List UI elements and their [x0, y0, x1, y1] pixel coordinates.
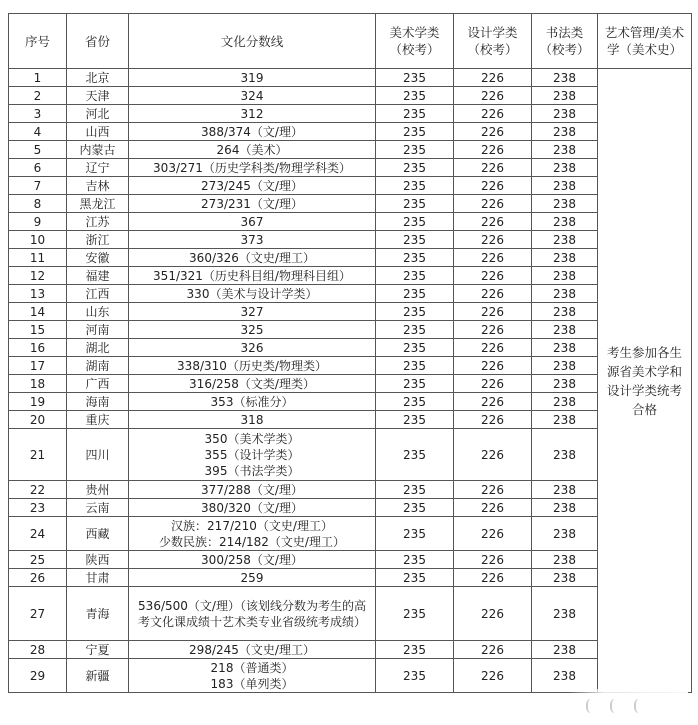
cell-calligraphy-score: 238 — [532, 213, 598, 231]
cell-no: 18 — [9, 375, 67, 393]
table-row — [9, 499, 692, 517]
cell-culture-score: 351/321（历史科目组/物理科目组） — [129, 267, 376, 285]
cell-calligraphy-score: 238 — [532, 429, 598, 481]
cell-calligraphy-score: 238 — [532, 411, 598, 429]
cell-no: 19 — [9, 393, 67, 411]
table-row — [9, 551, 692, 569]
cell-culture-score: 319 — [129, 69, 376, 87]
cell-no: 15 — [9, 321, 67, 339]
cell-province: 山东 — [67, 303, 129, 321]
cell-no: 2 — [9, 87, 67, 105]
cell-no: 26 — [9, 569, 67, 587]
cell-province: 湖南 — [67, 357, 129, 375]
merged-note-cell: 考生参加各生 源省美术学和 设计学类统考 合格 — [598, 69, 692, 693]
cell-art-score: 235 — [376, 551, 454, 569]
table-row — [9, 569, 692, 587]
table-row — [9, 195, 692, 213]
cell-calligraphy-score: 238 — [532, 517, 598, 551]
cell-calligraphy-score: 238 — [532, 105, 598, 123]
cell-province: 辽宁 — [67, 159, 129, 177]
cell-calligraphy-score: 238 — [532, 231, 598, 249]
cell-no: 4 — [9, 123, 67, 141]
cell-culture-score: 388/374（文/理） — [129, 123, 376, 141]
table-row — [9, 481, 692, 499]
cell-province: 云南 — [67, 499, 129, 517]
cell-art-score: 235 — [376, 105, 454, 123]
cell-design-score: 226 — [454, 141, 532, 159]
table-row — [9, 141, 692, 159]
cell-no: 9 — [9, 213, 67, 231]
cell-art-score: 235 — [376, 375, 454, 393]
cell-no: 7 — [9, 177, 67, 195]
cell-culture-score: 298/245（文史/理工） — [129, 641, 376, 659]
cell-culture-score: 300/258（文/理） — [129, 551, 376, 569]
cell-culture-score: 373 — [129, 231, 376, 249]
cell-province: 河北 — [67, 105, 129, 123]
table-row — [9, 321, 692, 339]
cell-no: 8 — [9, 195, 67, 213]
cell-no: 17 — [9, 357, 67, 375]
cell-province: 黑龙江 — [67, 195, 129, 213]
cell-culture-score: 338/310（历史类/物理类） — [129, 357, 376, 375]
cell-art-score: 235 — [376, 659, 454, 693]
cell-culture-score: 327 — [129, 303, 376, 321]
cell-design-score: 226 — [454, 499, 532, 517]
cell-no: 23 — [9, 499, 67, 517]
cell-design-score: 226 — [454, 159, 532, 177]
cell-culture-score: 273/231（文/理） — [129, 195, 376, 213]
table-row — [9, 249, 692, 267]
cell-calligraphy-score: 238 — [532, 195, 598, 213]
cell-province: 内蒙古 — [67, 141, 129, 159]
table-row — [9, 375, 692, 393]
cell-art-score: 235 — [376, 641, 454, 659]
table-row — [9, 87, 692, 105]
cell-culture-score: 318 — [129, 411, 376, 429]
cell-province: 广西 — [67, 375, 129, 393]
cell-culture-score: 316/258（文类/理类） — [129, 375, 376, 393]
cell-no: 20 — [9, 411, 67, 429]
cell-design-score: 226 — [454, 87, 532, 105]
header-design: 设计学类 （校考） — [454, 14, 532, 69]
cell-calligraphy-score: 238 — [532, 123, 598, 141]
table-row — [9, 303, 692, 321]
cell-calligraphy-score: 238 — [532, 587, 598, 641]
cell-province: 河南 — [67, 321, 129, 339]
cell-province: 浙江 — [67, 231, 129, 249]
cell-no: 6 — [9, 159, 67, 177]
cell-calligraphy-score: 238 — [532, 177, 598, 195]
cell-art-score: 235 — [376, 499, 454, 517]
cell-culture-score: 377/288（文/理） — [129, 481, 376, 499]
header-culture-score: 文化分数线 — [129, 14, 376, 69]
cell-art-score: 235 — [376, 177, 454, 195]
cell-design-score: 226 — [454, 659, 532, 693]
cell-art-score: 235 — [376, 231, 454, 249]
table-row — [9, 411, 692, 429]
cell-province: 陕西 — [67, 551, 129, 569]
table-row — [9, 339, 692, 357]
cell-culture-score: 536/500（文/理）（该划线分数为考生的高 考文化课成绩十艺术类专业省级统考成绩） — [129, 587, 376, 641]
cell-art-score: 235 — [376, 267, 454, 285]
cell-design-score: 226 — [454, 393, 532, 411]
cell-province: 北京 — [67, 69, 129, 87]
score-table-container — [8, 13, 691, 693]
cell-art-score: 235 — [376, 69, 454, 87]
table-row — [9, 517, 692, 551]
cell-no: 27 — [9, 587, 67, 641]
header-calligraphy: 书法类 （校考） — [532, 14, 598, 69]
cell-culture-score: 273/245（文/理） — [129, 177, 376, 195]
table-row — [9, 159, 692, 177]
cell-culture-score: 汉族：217/210（文史/理工） 少数民族：214/182（文史/理工） — [129, 517, 376, 551]
cell-art-score: 235 — [376, 357, 454, 375]
cell-calligraphy-score: 238 — [532, 267, 598, 285]
cell-calligraphy-score: 238 — [532, 393, 598, 411]
cell-art-score: 235 — [376, 285, 454, 303]
cell-art-score: 235 — [376, 123, 454, 141]
cell-art-score: 235 — [376, 213, 454, 231]
cell-culture-score: 303/271（历史学科类/物理学科类） — [129, 159, 376, 177]
table-body — [9, 69, 692, 693]
cell-art-score: 235 — [376, 141, 454, 159]
cell-no: 5 — [9, 141, 67, 159]
cell-no: 10 — [9, 231, 67, 249]
cell-province: 湖北 — [67, 339, 129, 357]
cell-no: 3 — [9, 105, 67, 123]
cell-province: 吉林 — [67, 177, 129, 195]
table-row — [9, 641, 692, 659]
cell-province: 四川 — [67, 429, 129, 481]
cell-calligraphy-score: 238 — [532, 375, 598, 393]
cell-design-score: 226 — [454, 481, 532, 499]
cell-culture-score: 367 — [129, 213, 376, 231]
cell-design-score: 226 — [454, 195, 532, 213]
table-row — [9, 123, 692, 141]
cell-calligraphy-score: 238 — [532, 87, 598, 105]
cell-calligraphy-score: 238 — [532, 481, 598, 499]
cell-art-score: 235 — [376, 159, 454, 177]
table-row — [9, 69, 692, 87]
cell-culture-score: 312 — [129, 105, 376, 123]
cell-calligraphy-score: 238 — [532, 499, 598, 517]
table-row — [9, 659, 692, 693]
cell-design-score: 226 — [454, 69, 532, 87]
cell-no: 22 — [9, 481, 67, 499]
table-row — [9, 357, 692, 375]
cell-design-score: 226 — [454, 105, 532, 123]
cell-no: 14 — [9, 303, 67, 321]
cell-culture-score: 353（标准分） — [129, 393, 376, 411]
cell-province: 天津 — [67, 87, 129, 105]
cell-province: 青海 — [67, 587, 129, 641]
cell-culture-score: 324 — [129, 87, 376, 105]
cell-calligraphy-score: 238 — [532, 551, 598, 569]
cell-design-score: 226 — [454, 551, 532, 569]
table-row — [9, 587, 692, 641]
watermark-smudge — [568, 689, 688, 725]
cell-no: 13 — [9, 285, 67, 303]
table-row — [9, 267, 692, 285]
cell-culture-score: 325 — [129, 321, 376, 339]
score-table — [8, 13, 692, 693]
header-art-management: 艺术管理/美术 学（美术史） — [598, 14, 692, 69]
cell-art-score: 235 — [376, 87, 454, 105]
cell-no: 11 — [9, 249, 67, 267]
cell-no: 12 — [9, 267, 67, 285]
cell-province: 山西 — [67, 123, 129, 141]
table-row — [9, 231, 692, 249]
table-row — [9, 429, 692, 481]
cell-culture-score: 218（普通类） 183（单列类） — [129, 659, 376, 693]
cell-province: 江苏 — [67, 213, 129, 231]
cell-calligraphy-score: 238 — [532, 659, 598, 693]
cell-design-score: 226 — [454, 267, 532, 285]
cell-calligraphy-score: 238 — [532, 285, 598, 303]
cell-no: 16 — [9, 339, 67, 357]
cell-design-score: 226 — [454, 411, 532, 429]
cell-art-score: 235 — [376, 411, 454, 429]
cell-design-score: 226 — [454, 587, 532, 641]
cell-province: 贵州 — [67, 481, 129, 499]
cell-art-score: 235 — [376, 587, 454, 641]
cell-culture-score: 259 — [129, 569, 376, 587]
cell-no: 28 — [9, 641, 67, 659]
cell-province: 新疆 — [67, 659, 129, 693]
cell-calligraphy-score: 238 — [532, 249, 598, 267]
cell-design-score: 226 — [454, 213, 532, 231]
cell-art-score: 235 — [376, 321, 454, 339]
cell-province: 福建 — [67, 267, 129, 285]
cell-art-score: 235 — [376, 429, 454, 481]
cell-province: 甘肃 — [67, 569, 129, 587]
cell-art-score: 235 — [376, 195, 454, 213]
table-row — [9, 213, 692, 231]
cell-calligraphy-score: 238 — [532, 339, 598, 357]
cell-art-score: 235 — [376, 517, 454, 551]
cell-art-score: 235 — [376, 569, 454, 587]
cell-art-score: 235 — [376, 481, 454, 499]
table-row — [9, 285, 692, 303]
cell-design-score: 226 — [454, 177, 532, 195]
table-row — [9, 105, 692, 123]
cell-calligraphy-score: 238 — [532, 641, 598, 659]
header-art: 美术学类 （校考） — [376, 14, 454, 69]
cell-no: 24 — [9, 517, 67, 551]
table-row — [9, 393, 692, 411]
cell-no: 29 — [9, 659, 67, 693]
cell-calligraphy-score: 238 — [532, 321, 598, 339]
cell-design-score: 226 — [454, 123, 532, 141]
cell-design-score: 226 — [454, 285, 532, 303]
header-row — [9, 14, 692, 69]
cell-no: 21 — [9, 429, 67, 481]
cell-design-score: 226 — [454, 321, 532, 339]
cell-province: 江西 — [67, 285, 129, 303]
cell-calligraphy-score: 238 — [532, 69, 598, 87]
cell-design-score: 226 — [454, 517, 532, 551]
cell-culture-score: 264（美术） — [129, 141, 376, 159]
cell-culture-score: 360/326（文史/理工） — [129, 249, 376, 267]
cell-calligraphy-score: 238 — [532, 357, 598, 375]
cell-culture-score: 350（美术学类） 355（设计学类） 395（书法学类） — [129, 429, 376, 481]
cell-design-score: 226 — [454, 357, 532, 375]
cell-art-score: 235 — [376, 303, 454, 321]
cell-province: 安徽 — [67, 249, 129, 267]
cell-no: 1 — [9, 69, 67, 87]
cell-culture-score: 326 — [129, 339, 376, 357]
cell-design-score: 226 — [454, 641, 532, 659]
cell-culture-score: 330（美术与设计学类） — [129, 285, 376, 303]
cell-design-score: 226 — [454, 231, 532, 249]
cell-province: 海南 — [67, 393, 129, 411]
cell-calligraphy-score: 238 — [532, 303, 598, 321]
header-province: 省份 — [67, 14, 129, 69]
cell-design-score: 226 — [454, 249, 532, 267]
cell-design-score: 226 — [454, 429, 532, 481]
cell-province: 西藏 — [67, 517, 129, 551]
cell-culture-score: 380/320（文/理） — [129, 499, 376, 517]
cell-design-score: 226 — [454, 339, 532, 357]
cell-province: 宁夏 — [67, 641, 129, 659]
cell-design-score: 226 — [454, 303, 532, 321]
cell-design-score: 226 — [454, 569, 532, 587]
cell-art-score: 235 — [376, 339, 454, 357]
cell-province: 重庆 — [67, 411, 129, 429]
cell-calligraphy-score: 238 — [532, 141, 598, 159]
cell-design-score: 226 — [454, 375, 532, 393]
table-row — [9, 177, 692, 195]
cell-calligraphy-score: 238 — [532, 569, 598, 587]
cell-art-score: 235 — [376, 393, 454, 411]
cell-art-score: 235 — [376, 249, 454, 267]
header-no: 序号 — [9, 14, 67, 69]
cell-no: 25 — [9, 551, 67, 569]
cell-calligraphy-score: 238 — [532, 159, 598, 177]
